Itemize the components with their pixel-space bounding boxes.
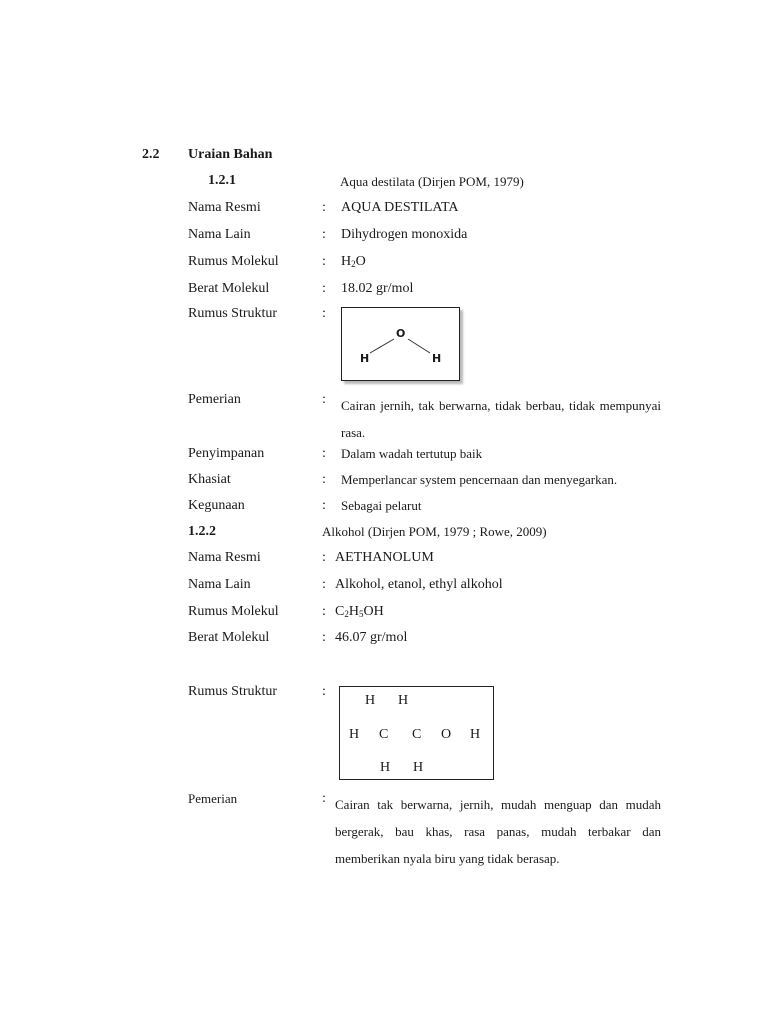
field-value-pemerian: Cairan tak berwarna, jernih, mudah menguap dan mudah bergerak, bau khas, rasa panas, mudah terbakar dan memberikan nyala biru yang tidak berasap. bbox=[335, 797, 661, 866]
separator: : bbox=[322, 446, 326, 461]
item-heading: Alkohol (Dirjen POM, 1979 ; Rowe, 2009) bbox=[322, 524, 547, 539]
section-number: 2.2 bbox=[142, 147, 160, 162]
field-value-nama-resmi: AQUA DESTILATA bbox=[341, 200, 459, 215]
oxygen-atom: O bbox=[441, 727, 452, 742]
field-label-penyimpanan: Penyimpanan bbox=[188, 446, 265, 461]
field-value-nama-resmi: AETHANOLUM bbox=[335, 550, 434, 565]
item-number: 1.2.2 bbox=[188, 524, 216, 539]
field-value-rumus-molekul: $H_2O$ bbox=[341, 254, 366, 269]
field-value-berat-molekul: 18.02 gr/mol bbox=[341, 281, 414, 296]
field-label-pemerian: Pemerian bbox=[188, 392, 241, 407]
hydrogen-atom: H bbox=[413, 760, 424, 775]
separator: : bbox=[322, 472, 326, 487]
field-label-nama-lain: Nama Lain bbox=[188, 227, 251, 242]
hydrogen-atom: H bbox=[349, 727, 360, 742]
hydrogen-atom: H bbox=[470, 727, 481, 742]
field-label-rumus-struktur: Rumus Struktur bbox=[188, 684, 278, 699]
separator: : bbox=[322, 604, 326, 619]
field-label-nama-resmi: Nama Resmi bbox=[188, 200, 261, 215]
hydrogen-atom: H bbox=[380, 760, 391, 775]
separator: : bbox=[322, 306, 326, 321]
hydrogen-atom: H bbox=[360, 352, 370, 365]
field-label-berat-molekul: Berat Molekul bbox=[188, 281, 270, 296]
field-label-khasiat: Khasiat bbox=[188, 472, 231, 487]
separator: : bbox=[322, 791, 326, 806]
separator: : bbox=[322, 498, 326, 513]
hydrogen-atom: H bbox=[365, 693, 376, 708]
item-number: 1.2.1 bbox=[208, 173, 236, 188]
field-value-pemerian: Cairan jernih, tak berwarna, tidak berbau, tidak mempunyai rasa. bbox=[341, 398, 661, 440]
field-value-khasiat: Memperlancar system pencernaan dan menyegarkan. bbox=[341, 472, 618, 487]
separator: : bbox=[322, 200, 326, 215]
field-value-penyimpanan: Dalam wadah tertutup baik bbox=[341, 446, 483, 461]
hydrogen-atom: H bbox=[398, 693, 409, 708]
separator: : bbox=[322, 227, 326, 242]
field-value-kegunaan: Sebagai pelarut bbox=[341, 498, 422, 513]
field-label-rumus-molekul: Rumus Molekul bbox=[188, 254, 279, 269]
field-value-nama-lain: Alkohol, etanol, ethyl alkohol bbox=[335, 577, 503, 592]
bond-lines bbox=[342, 308, 459, 380]
water-structure-diagram bbox=[341, 307, 460, 381]
carbon-atom: C bbox=[412, 727, 422, 742]
hydrogen-atom: H bbox=[432, 352, 442, 365]
field-label-rumus-struktur: Rumus Struktur bbox=[188, 306, 278, 321]
separator: : bbox=[322, 392, 326, 407]
field-value-rumus-molekul: $C_2H_5OH$ bbox=[335, 604, 384, 619]
field-label-nama-resmi: Nama Resmi bbox=[188, 550, 261, 565]
field-value-berat-molekul: 46.07 gr/mol bbox=[335, 630, 408, 645]
section-title: Uraian Bahan bbox=[188, 147, 273, 162]
carbon-atom: C bbox=[379, 727, 389, 742]
field-label-rumus-molekul: Rumus Molekul bbox=[188, 604, 279, 619]
field-label-pemerian: Pemerian bbox=[188, 791, 238, 806]
field-label-berat-molekul: Berat Molekul bbox=[188, 630, 270, 645]
separator: : bbox=[322, 254, 326, 269]
separator: : bbox=[322, 630, 326, 645]
field-label-nama-lain: Nama Lain bbox=[188, 577, 251, 592]
field-value-nama-lain: Dihydrogen monoxida bbox=[341, 227, 468, 242]
ethanol-structure-diagram bbox=[339, 686, 494, 780]
separator: : bbox=[322, 281, 326, 296]
item-heading: Aqua destilata (Dirjen POM, 1979) bbox=[340, 174, 524, 189]
oxygen-atom: O bbox=[396, 327, 406, 340]
field-label-kegunaan: Kegunaan bbox=[188, 498, 245, 513]
separator: : bbox=[322, 577, 326, 592]
separator: : bbox=[322, 684, 326, 699]
separator: : bbox=[322, 550, 326, 565]
